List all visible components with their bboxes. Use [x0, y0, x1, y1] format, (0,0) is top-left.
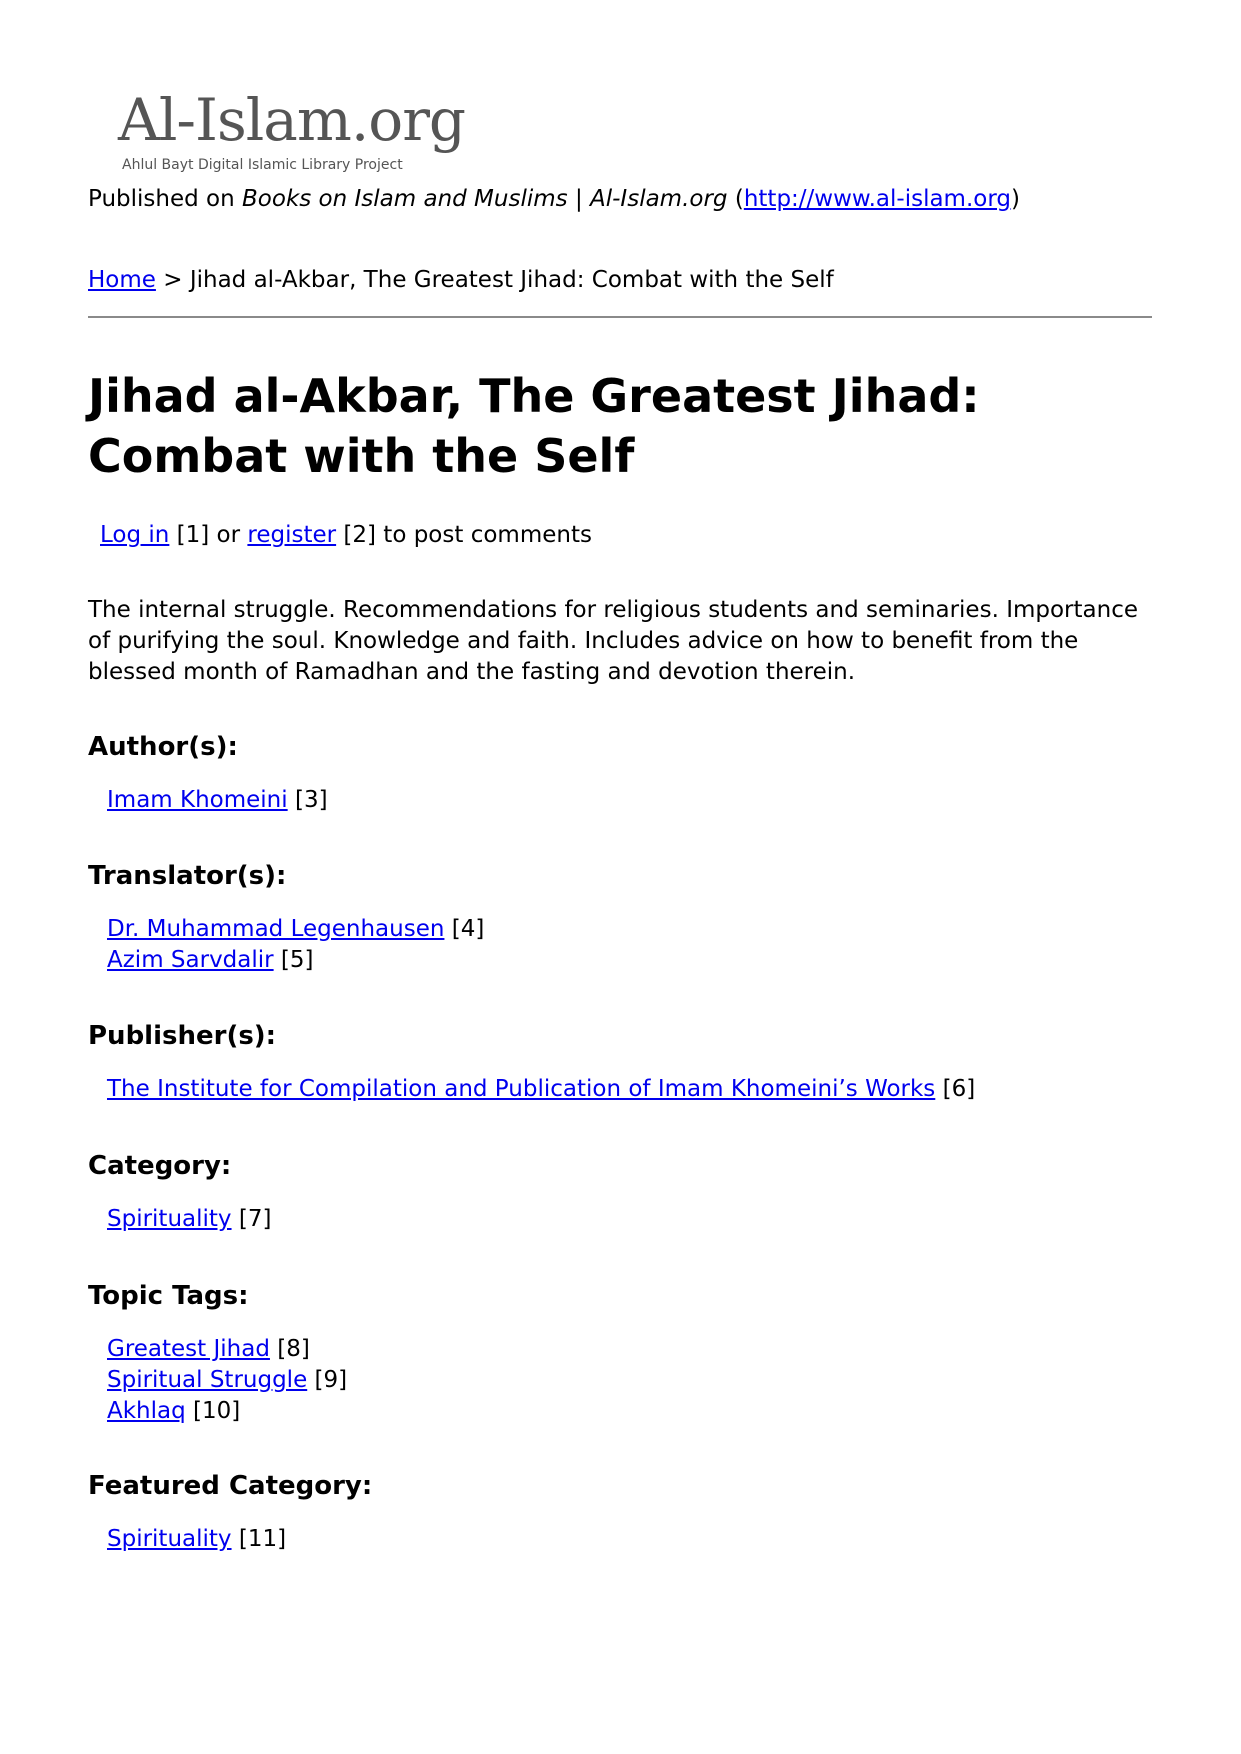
- publishers-section: [88, 1020, 1168, 1105]
- topic-tag-ref: [9]: [307, 1367, 348, 1393]
- site-url-link[interactable]: http://www.al-islam.org: [743, 186, 1012, 212]
- translator-ref: [5]: [273, 947, 314, 973]
- featured-category-section: [88, 1470, 1168, 1555]
- translator-link[interactable]: Dr. Muhammad Legenhausen: [107, 916, 445, 942]
- translator-ref: [4]: [444, 916, 485, 942]
- site-logo[interactable]: [112, 86, 472, 178]
- topic-tag-link[interactable]: Greatest Jihad: [107, 1336, 270, 1362]
- published-close-paren: ): [1011, 186, 1020, 212]
- register-link[interactable]: register: [247, 522, 337, 548]
- featured-category-ref: [11]: [231, 1526, 287, 1552]
- logo-tagline: Ahlul Bayt Digital Islamic Library Project: [122, 157, 403, 173]
- login-link[interactable]: Log in: [100, 522, 170, 548]
- translators-list: [107, 914, 1168, 976]
- topic-tag-ref: [10]: [185, 1398, 241, 1424]
- category-link[interactable]: Spirituality: [107, 1206, 232, 1232]
- category-item: [107, 1204, 1168, 1235]
- authors-section: [88, 731, 1168, 816]
- topic-tag-item: [107, 1365, 1168, 1396]
- translator-link[interactable]: Azim Sarvdalir: [107, 947, 274, 973]
- published-open-paren: (: [727, 186, 744, 212]
- featured-category-item: [107, 1524, 1168, 1555]
- breadcrumb-separator: >: [155, 267, 190, 293]
- published-prefix: Published on: [88, 186, 243, 212]
- publisher-item: [107, 1074, 1168, 1105]
- topic-tag-item: [107, 1396, 1168, 1427]
- topic-tag-ref: [8]: [269, 1336, 310, 1362]
- publisher-link[interactable]: The Institute for Compilation and Publication of Imam Khomeini’s Works: [107, 1076, 936, 1102]
- author-ref: [3]: [287, 787, 328, 813]
- featured-category-heading: Featured Category:: [88, 1471, 373, 1501]
- authors-heading: Author(s):: [88, 732, 238, 762]
- translators-section: [88, 860, 1168, 976]
- translator-item: [107, 914, 1168, 945]
- book-summary: The internal struggle. Recommendations for religious students and seminaries. Importance of purifying the soul. Knowledge and faith. Includes advice on how to benefit from the blessed month of Ramadhan and the fasting and devotion therein.: [88, 597, 1138, 685]
- publisher-ref: [6]: [935, 1076, 976, 1102]
- header-divider: [88, 316, 1152, 318]
- featured-category-link[interactable]: Spirituality: [107, 1526, 232, 1552]
- category-list: [107, 1204, 1168, 1235]
- publishers-heading: Publisher(s):: [88, 1021, 277, 1051]
- login-prompt: [100, 522, 592, 548]
- author-item: [107, 785, 1168, 816]
- register-ref: [2] to post comments: [336, 522, 592, 548]
- authors-list: [107, 785, 1168, 816]
- publishers-list: [107, 1074, 1168, 1105]
- featured-category-list: [107, 1524, 1168, 1555]
- login-ref: [1] or: [169, 522, 248, 548]
- page-title: Jihad al-Akbar, The Greatest Jihad: Combat with the Self: [88, 369, 980, 483]
- topic-tag-item: [107, 1334, 1168, 1365]
- translator-item: [107, 945, 1168, 976]
- category-section: [88, 1150, 1168, 1235]
- topic-tags-section: [88, 1280, 1168, 1427]
- logo-wordmark: Al-Islam.org: [118, 86, 466, 154]
- category-ref: [7]: [231, 1206, 272, 1232]
- breadcrumb-current: Jihad al-Akbar, The Greatest Jihad: Combat with the Self: [189, 267, 834, 293]
- topic-tag-link[interactable]: Akhlaq: [107, 1398, 186, 1424]
- author-link[interactable]: Imam Khomeini: [107, 787, 288, 813]
- topic-tags-list: [107, 1334, 1168, 1427]
- topic-tag-link[interactable]: Spiritual Struggle: [107, 1367, 308, 1393]
- breadcrumb-home-link[interactable]: Home: [88, 267, 156, 293]
- category-heading: Category:: [88, 1151, 232, 1181]
- breadcrumb: [88, 267, 834, 293]
- published-on-line: [88, 186, 1020, 212]
- topic-tags-heading: Topic Tags:: [88, 1281, 249, 1311]
- translators-heading: Translator(s):: [88, 861, 287, 891]
- published-site-name: Books on Islam and Muslims | Al-Islam.org: [242, 186, 728, 212]
